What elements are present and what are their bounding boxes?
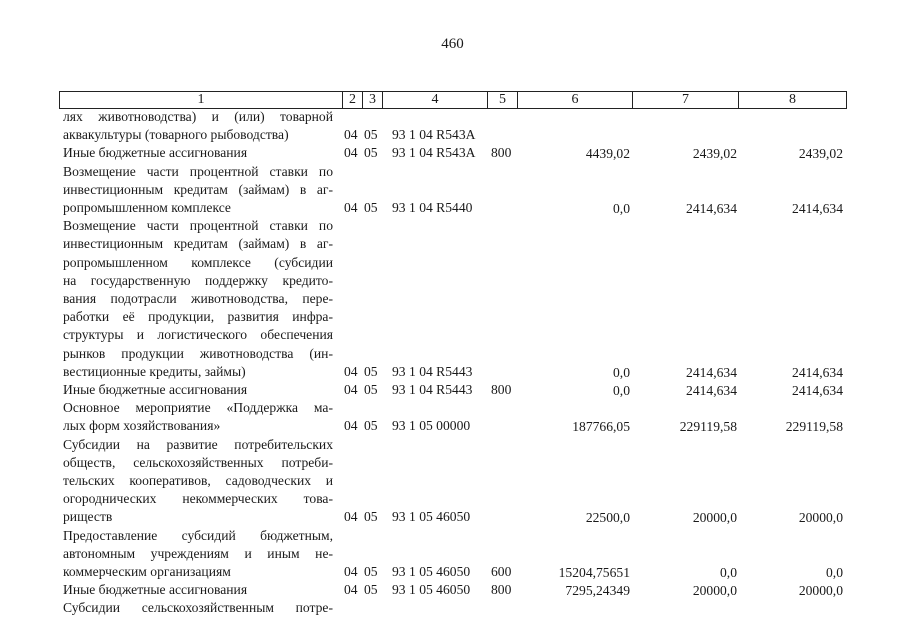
row-description [63, 527, 333, 582]
description-line: работки её продукции, развития инфра- [63, 309, 333, 325]
description-line: ропромышленном комплексе [63, 200, 231, 215]
table-row [0, 217, 905, 381]
header-col-3: 3 [363, 92, 383, 108]
description-line: тельских кооперативов, садоводческих и [63, 473, 333, 488]
description-line: инвестиционным кредитам (займам) в аг- [63, 181, 333, 197]
target-article-code: 93 1 05 46050 [392, 509, 471, 525]
subsection-code: 05 [364, 363, 378, 379]
subsection-code: 05 [364, 127, 378, 143]
row-description [63, 381, 333, 399]
description-line: Иные бюджетные ассигнования [63, 582, 248, 598]
description-line: обществ, сельскохозяйственных потреби- [63, 454, 333, 470]
header-col-8: 8 [789, 92, 796, 107]
description-line: лях животноводства) и (или) товарной [63, 109, 333, 124]
amount-col-8: 2414,634 [792, 383, 843, 398]
amount-col-7: 20000,0 [692, 583, 737, 599]
description-line: Возмещение части процентной ставки по [63, 163, 333, 179]
description-line: на государственную поддержку кредито- [63, 272, 333, 288]
subsection-code: 05 [364, 563, 378, 579]
row-description [63, 581, 333, 599]
amount-col-6: 0,0 [613, 364, 630, 380]
expense-type-code: 600 [491, 563, 512, 579]
description-line: Субсидии сельскохозяйственным потре- [63, 600, 333, 616]
row-description [63, 599, 333, 617]
description-line: лых форм хозяйствования» [63, 418, 221, 434]
expense-type-code: 800 [491, 382, 512, 397]
amount-col-6: 0,0 [613, 383, 630, 398]
target-article-code: 93 1 05 46050 [392, 563, 471, 579]
subsection-code: 05 [364, 199, 378, 215]
header-col-5: 5 [488, 92, 518, 108]
subsection-code: 05 [364, 582, 378, 598]
section-code: 04 [344, 145, 358, 161]
amount-col-6: 4439,02 [585, 146, 630, 162]
subsection-code: 05 [364, 509, 378, 525]
amount-col-6: 187766,05 [572, 419, 630, 435]
description-line: рынков продукции животноводства (ин- [63, 345, 333, 361]
section-code: 04 [344, 418, 358, 434]
amount-col-6: 15204,75651 [558, 564, 630, 580]
row-description [63, 217, 333, 381]
amount-col-6: 7295,24349 [565, 583, 630, 599]
subsection-code: 05 [364, 418, 378, 434]
amount-col-6: 22500,0 [585, 510, 630, 526]
amount-col-6: 0,0 [613, 200, 630, 216]
description-line: структуры и логистического обеспечения [63, 327, 333, 343]
section-code: 04 [344, 127, 358, 143]
row-description [63, 163, 333, 218]
row-description [63, 108, 333, 144]
expense-type-code: 800 [491, 582, 512, 598]
table-row [0, 144, 905, 162]
table-row [0, 599, 905, 617]
section-code: 04 [344, 563, 358, 579]
description-line: автономным учреждениям и иным не- [63, 545, 333, 561]
amount-col-8: 20000,0 [798, 583, 843, 599]
description-line: ропромышленном комплексе (субсидии [63, 254, 333, 270]
table-row [0, 381, 905, 399]
header-col-1: 1 [60, 92, 343, 108]
table-row [0, 581, 905, 599]
description-line: Иные бюджетные ассигнования [63, 145, 248, 161]
table-row [0, 436, 905, 527]
target-article-code: 93 1 04 R543A [392, 145, 476, 161]
section-code: 04 [344, 199, 358, 215]
amount-col-7: 20000,0 [692, 510, 737, 526]
section-code: 04 [344, 382, 358, 397]
amount-col-8: 0,0 [826, 564, 843, 580]
table-row [0, 527, 905, 582]
subsection-code: 05 [364, 145, 378, 161]
amount-col-7: 0,0 [720, 564, 737, 580]
target-article-code: 93 1 04 R5443 [392, 382, 473, 397]
target-article-code: 93 1 04 R5443 [392, 363, 473, 379]
description-line: Иные бюджетные ассигнования [63, 382, 248, 397]
table-header [59, 91, 847, 109]
target-article-code: 93 1 05 00000 [392, 418, 471, 434]
header-col-4: 4 [383, 92, 488, 108]
page-number: 460 [441, 36, 464, 52]
amount-col-7: 2439,02 [692, 146, 737, 162]
target-article-code: 93 1 04 R5440 [392, 199, 473, 215]
section-code: 04 [344, 363, 358, 379]
row-description [63, 399, 333, 435]
description-line: аквакультуры (товарного рыбоводства) [63, 127, 289, 143]
table-row [0, 163, 905, 218]
header-col-6: 6 [518, 92, 633, 108]
section-code: 04 [344, 582, 358, 598]
description-line: вания подотрасли животноводства, пере- [63, 291, 333, 306]
amount-col-7: 2414,634 [686, 364, 737, 380]
amount-col-8: 2414,634 [792, 200, 843, 216]
header-col-2: 2 [343, 92, 363, 108]
amount-col-8: 229119,58 [785, 419, 843, 435]
description-line: Возмещение части процентной ставки по [63, 218, 333, 234]
description-line: огороднических некоммерческих това- [63, 491, 333, 507]
description-line: вестиционные кредиты, займы) [63, 363, 246, 379]
section-code: 04 [344, 509, 358, 525]
table-row [0, 399, 905, 435]
subsection-code: 05 [364, 382, 378, 397]
table-row [0, 108, 905, 144]
description-line: коммерческим организациям [63, 564, 231, 579]
row-description [63, 436, 333, 527]
header-col-7: 7 [633, 92, 739, 108]
description-line: Предоставление субсидий бюджетным, [63, 527, 333, 543]
description-line: риществ [63, 509, 113, 525]
amount-col-8: 2439,02 [798, 146, 843, 162]
target-article-code: 93 1 04 R543A [392, 127, 476, 143]
target-article-code: 93 1 05 46050 [392, 582, 471, 598]
amount-col-8: 2414,634 [792, 364, 843, 380]
amount-col-7: 2414,634 [686, 200, 737, 216]
row-description [63, 144, 333, 162]
amount-col-8: 20000,0 [798, 510, 843, 526]
description-line: Основное мероприятие «Поддержка ма- [63, 400, 333, 416]
amount-col-7: 2414,634 [686, 383, 737, 398]
amount-col-7: 229119,58 [679, 419, 737, 435]
description-line: Субсидии на развитие потребительских [63, 436, 333, 452]
expense-type-code: 800 [491, 145, 512, 161]
description-line: инвестиционным кредитам (займам) в аг- [63, 236, 333, 252]
